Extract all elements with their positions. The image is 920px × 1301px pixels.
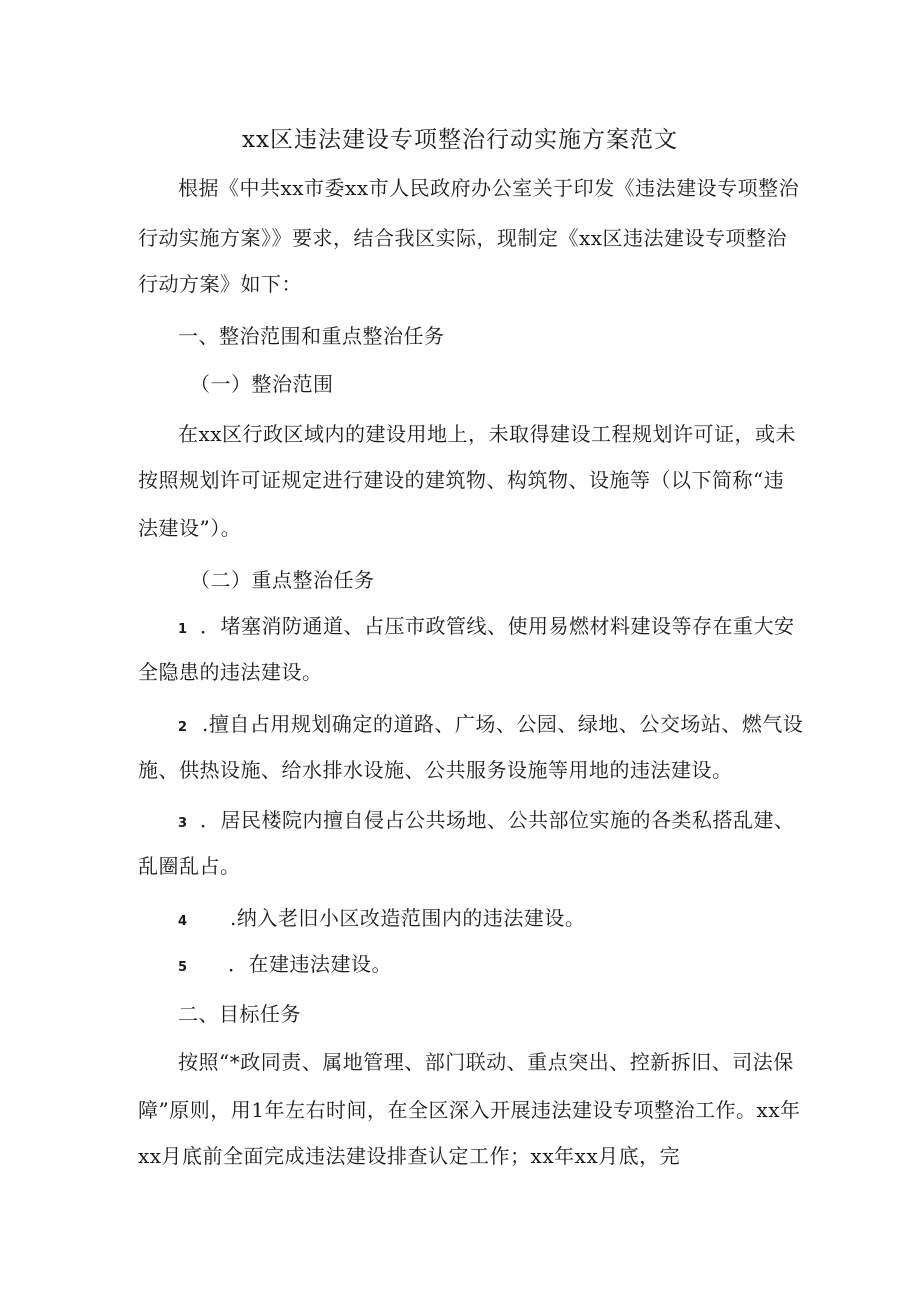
task-number: 5 — [178, 960, 188, 975]
sub2-heading: （二）重点整治任务 — [190, 568, 375, 592]
task-text: ．堵塞消防通道、占压市政管线、使用易燃材料建设等存在重大安 — [200, 614, 795, 638]
section2-heading: 二、目标任务 — [178, 1002, 301, 1026]
task-number: 4 — [178, 914, 188, 929]
sub1-heading: （一）整治范围 — [190, 372, 334, 396]
intro-line-2: 行动实施方案》》要求，结合我区实际，现制定《xx区违法建设专项整治 — [138, 226, 788, 250]
task-item — [178, 948, 392, 984]
task-text: ．居民楼院内擅自侵占公共场地、公共部位实施的各类私搭乱建、 — [200, 808, 795, 832]
task-number: 1 — [178, 622, 188, 637]
scope-line-2: 按照规划许可证规定进行建设的建筑物、构筑物、设施等（以下简称“违 — [138, 468, 785, 492]
scope-line-1: 在xx区行政区域内的建设用地上，未取得建设工程规划许可证，或未 — [178, 422, 797, 446]
task-text: .纳入老旧小区改造范围内的违法建设。 — [230, 906, 586, 930]
task-text: ．在建违法建设。 — [228, 952, 392, 976]
scope-line-3: 法建设”）。 — [138, 516, 242, 540]
task-item — [178, 708, 803, 744]
task-number: 2 — [178, 720, 188, 735]
goals-line-3: xx月底前全面完成违法建设排查认定工作；xx年xx月底，完 — [138, 1144, 681, 1168]
intro-line-1: 根据《中共xx市委xx市人民政府办公室关于印发《违法建设专项整治 — [178, 176, 800, 200]
task-continuation: 乱圈乱占。 — [138, 854, 241, 878]
task-text: .擅自占用规划确定的道路、广场、公园、绿地、公交场站、燃气设 — [202, 712, 804, 736]
goals-line-1: 按照“*政同责、属地管理、部门联动、重点突出、控新拆旧、司法保 — [178, 1050, 794, 1074]
section1-heading: 一、整治范围和重点整治任务 — [178, 324, 445, 348]
task-continuation: 全隐患的违法建设。 — [138, 660, 323, 684]
task-continuation: 施、供热设施、给水排水设施、公共服务设施等用地的违法建设。 — [138, 758, 733, 782]
goals-line-2: 障”原则，用1年左右时间，在全区深入开展违法建设专项整治工作。xx年 — [138, 1098, 801, 1122]
task-item — [178, 902, 585, 938]
intro-line-3: 行动方案》如下： — [138, 272, 302, 296]
document-title: xx区违法建设专项整治行动实施方案范文 — [242, 127, 678, 153]
task-number: 3 — [178, 816, 188, 831]
task-item — [178, 804, 795, 840]
task-item — [178, 610, 795, 646]
